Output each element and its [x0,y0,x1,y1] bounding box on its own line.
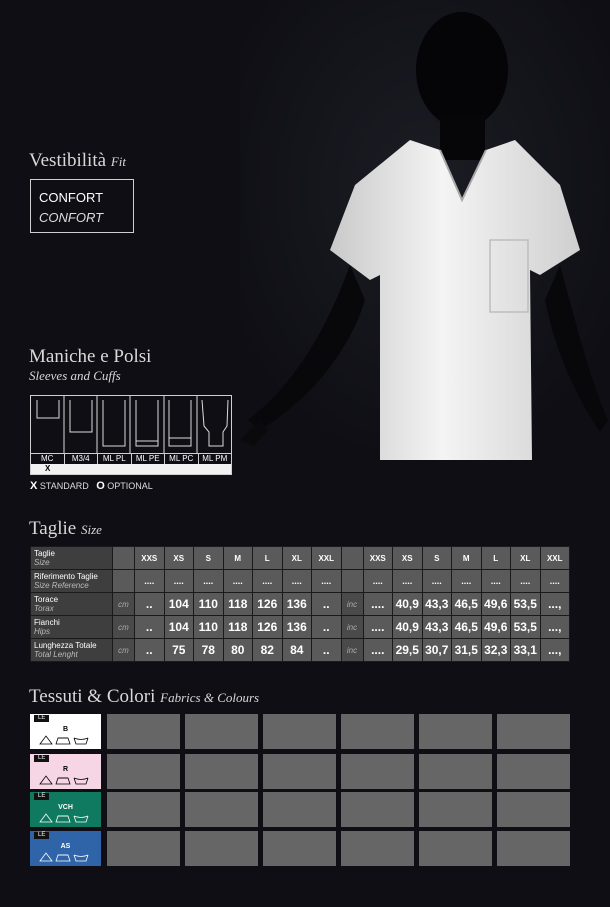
colour-cell[interactable] [263,754,336,789]
colour-cell[interactable] [185,831,258,866]
table-row: Fianchi Hips cm .. 104 110 118 126 136 .. inc .... 40,9 43,3 46,5 49,6 53,5 ..., [31,616,570,639]
sleeve-mark: X [44,464,51,473]
colour-cell[interactable] [185,754,258,789]
fabrics-title: Tessuti & Colori Fabrics & Colours [29,686,260,707]
colour-cell[interactable] [419,792,492,827]
colour-cell[interactable] [185,792,258,827]
colour-cell[interactable] [497,754,570,789]
fabric-tag: LE [34,793,49,800]
colour-cell[interactable] [419,714,492,749]
fit-value: CONFORT [39,190,104,205]
sleeve-mark [64,464,97,474]
fabric-swatch[interactable] [30,831,101,866]
table-row: Riferimento Taglie Size Reference .... .... .... .... .... .... .... .... .... .... .... .... .... .... [31,570,570,593]
colour-cell[interactable] [341,754,414,789]
colour-cell[interactable] [107,714,180,749]
fabric-swatch[interactable] [30,792,101,827]
sleeve-label: M3/4 [65,454,99,464]
sleeve-labels [31,453,231,464]
sleeve-label: ML PL [98,454,132,464]
colour-cell[interactable] [263,714,336,749]
sleeve-label: ML PM [202,454,228,463]
fabric-swatch[interactable] [30,714,101,749]
sleeve-marks [31,464,231,474]
fabric-swatch[interactable] [30,754,101,789]
sleeve-mark [98,464,131,474]
table-row: Taglie Size XXS XS S M L XL XXL XXS XS S M L XL XXL [31,547,570,570]
sleeves-title: Maniche e Polsi [29,346,152,367]
fabric-code: VCH [58,804,73,811]
product-photo [240,0,610,470]
colour-cell[interactable] [185,714,258,749]
sleeve-mark [164,464,197,474]
colour-cell[interactable] [497,714,570,749]
sleeve-mark [198,464,231,474]
size-title: Taglie Size [29,518,102,539]
colour-cell[interactable] [419,831,492,866]
fabric-code: AS [60,843,71,850]
fabric-tag: LE [34,715,49,722]
sleeve-label: ML PC [165,454,199,464]
sleeve-label: ML PE [132,454,166,464]
colour-cell[interactable] [107,831,180,866]
sleeve-mark [131,464,164,474]
table-row: Torace Torax cm .. 104 110 118 126 136 .. inc .... 40,9 43,3 46,5 49,6 53,5 ..., [31,593,570,616]
fabric-code: R [62,766,69,773]
size-table [30,546,570,662]
colour-cell[interactable] [419,754,492,789]
sleeves-subtitle: Sleeves and Cuffs [29,368,121,383]
fit-value-en: CONFORT [39,210,104,225]
colour-cell[interactable] [341,714,414,749]
fabric-tag: LE [34,755,49,762]
colour-cell[interactable] [107,754,180,789]
sleeve-legend: X STANDARD O OPTIONAL [30,480,153,492]
colour-cell[interactable] [497,831,570,866]
sleeves-chart [30,395,232,475]
colour-cell[interactable] [263,831,336,866]
fit-box [30,179,134,233]
fabric-tag: LE [34,832,49,839]
colour-cell[interactable] [107,792,180,827]
colour-cell[interactable] [341,792,414,827]
table-row: Lunghezza Totale Total Lenght cm .. 75 78 80 82 84 .. inc .... 29,5 30,7 31,5 32,3 33,1 ..., [31,639,570,662]
fabric-code: B [62,726,69,733]
colour-cell[interactable] [263,792,336,827]
sleeve-diagrams [31,396,231,453]
sleeve-label: MC [31,454,65,464]
colour-cell[interactable] [497,792,570,827]
fit-title: Vestibilità Fit [29,150,126,171]
colour-cell[interactable] [341,831,414,866]
